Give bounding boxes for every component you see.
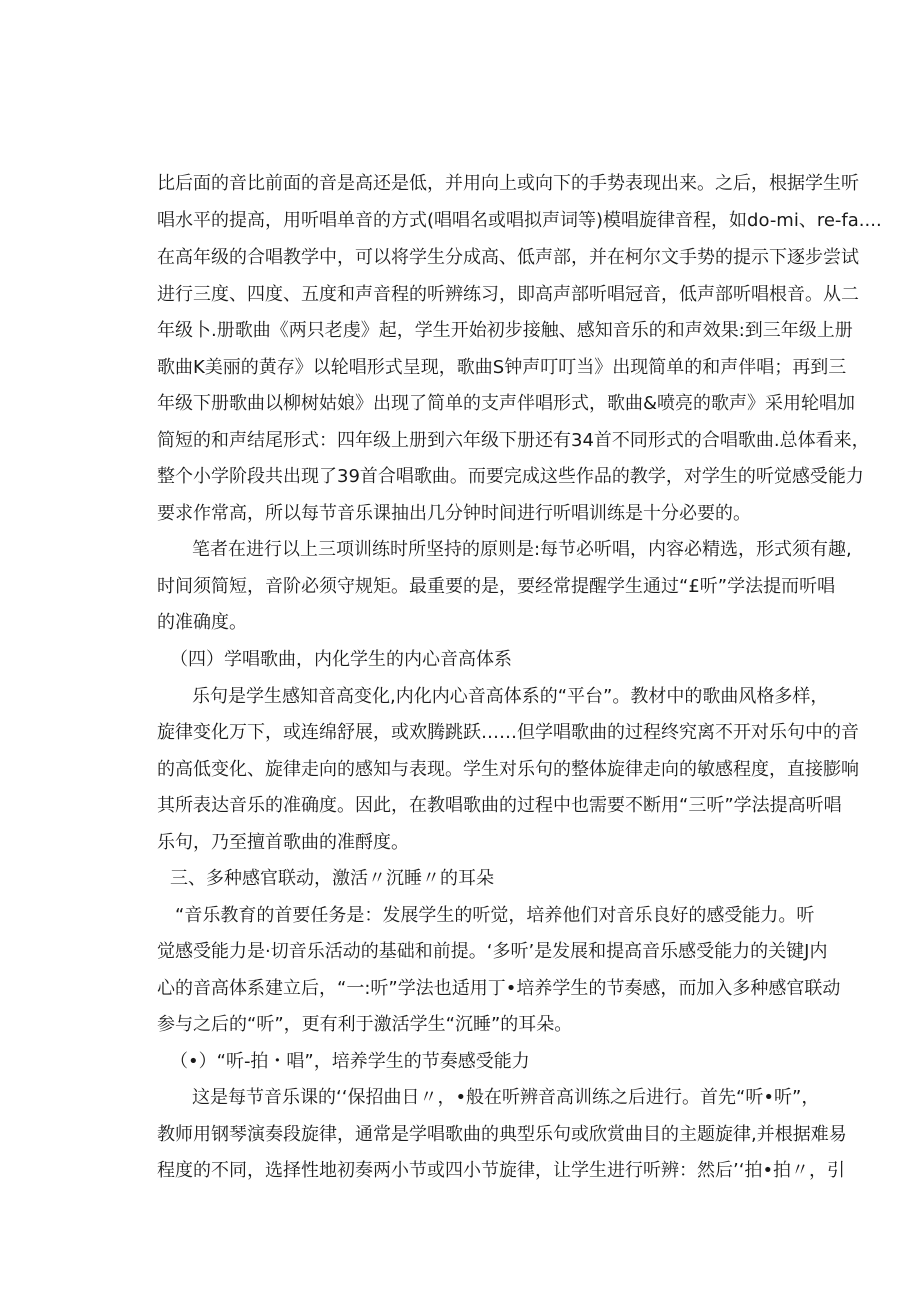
paragraph-line: 旋律变化万下，或连绵舒展，或欢腾跳跃……但学唱歌曲的过程终究离不开对乐句中的音 bbox=[157, 722, 859, 743]
paragraph-line: 笔者在进行以上三项训练时所坚持的原则是:每节必听唱，内容必精选，形式须有趣, bbox=[192, 539, 852, 560]
paragraph-line: 心的音高体系建立后，“一:听”学法也适用丁•培养学生的节奏感，而加入多种感官联动 bbox=[157, 978, 841, 999]
paragraph-line: “音乐教育的首要任务是：发展学生的听觉，培养他们对音乐良好的感受能力。听 bbox=[175, 905, 815, 926]
paragraph-line: 的准确度。 bbox=[157, 612, 247, 633]
paragraph-line: 觉感受能力是·切音乐活动的基础和前提。‘多听’是发展和提高音乐感受能力的关键J内 bbox=[157, 941, 828, 962]
paragraph-line: 唱水平的提高，用听唱单音的方式(唱唱名或唱拟声词等)模唱旋律音程，如do-mi、re-fa.... bbox=[157, 210, 882, 231]
paragraph-line: 参与之后的“听”，更有利于激活学生“沉睡”的耳朵。 bbox=[157, 1014, 573, 1035]
paragraph-line: 年级下册歌曲以柳树姑娘》出现了简单的支声伴唱形式，歌曲&喷亮的歌声》采用轮唱加 bbox=[157, 393, 856, 414]
paragraph-line: 其所表达音乐的准确度。因此，在教唱歌曲的过程中也需要不断用“三听”学法提高听唱 bbox=[157, 795, 842, 816]
paragraph-line: 简短的和声结尾形式：四年级上册到六年级下册还有34首不同形式的合唱歌曲.总体看来， bbox=[157, 430, 870, 451]
paragraph-line: 的高低变化、旋律走向的感知与表现。学生对乐句的整体旋律走向的敏感程度，直接膨响 bbox=[157, 759, 859, 780]
section-heading: （四）学唱歌曲，内化学生的内心音高体系 bbox=[170, 649, 512, 670]
paragraph-line: 进行三度、四度、五度和声音程的听辨练习，即高声部听唱冠音，低声部听唱根音。从二 bbox=[157, 284, 859, 305]
paragraph-line: 乐句是学生感知音高变化,内化内心音高体系的“平台”。教材中的歌曲风格多样， bbox=[192, 686, 829, 707]
paragraph-line: 乐句，乃至擅首歌曲的准酹度。 bbox=[157, 832, 409, 853]
paragraph-line: 整个小学阶段共出现了39首合唱歌曲。而要完成这些作品的教学，对学生的听觉感受能力 bbox=[157, 466, 864, 487]
paragraph-line: 这是每节音乐课的‘‘保招曲日〃，•般在听辨音高训练之后进行。首先“听•听”， bbox=[192, 1087, 820, 1108]
subsection-heading: （•）“听-拍・唱”，培养学生的节奏感受能力 bbox=[170, 1051, 530, 1072]
paragraph-line: 歌曲K美丽的黄存》以轮唱形式呈现，歌曲S钟声叮叮当》出现简单的和声伴唱；再到三 bbox=[157, 357, 847, 378]
paragraph-line: 教师用钢琴演奏段旋律，通常是学唱歌曲的典型乐句或欣赏曲目的主题旋律,并根据难易 bbox=[157, 1124, 847, 1145]
paragraph-line: 时间须简短，音阶必须守规矩。最重要的是，要经常提醒学生通过“£听”学法提而听唱 bbox=[157, 576, 836, 597]
paragraph-line: 年级卜.册歌曲《两只老虔》起，学生开始初步接触、感知音乐的和声效果:到三年级上册 bbox=[157, 320, 853, 341]
paragraph-line: 程度的不同，选择性地初奏两小节或四小节旋律，让学生进行听辨：然后’‘拍•拍〃，引 bbox=[157, 1160, 846, 1181]
paragraph-line: 在高年级的合唱教学中，可以将学生分成高、低声部，并在柯尔文手势的提示下逐步尝试 bbox=[157, 247, 859, 268]
paragraph-line: 比后面的音比前面的音是高还是低，并用向上或向下的手势表现出来。之后，根据学生听 bbox=[157, 173, 859, 194]
part-heading: 三、多种感官联动，激活〃沉睡〃的耳朵 bbox=[170, 868, 494, 889]
paragraph-line: 要求作常高，所以每节音乐课抽出几分钟时间进行听唱训练是十分必要的。 bbox=[157, 503, 751, 524]
